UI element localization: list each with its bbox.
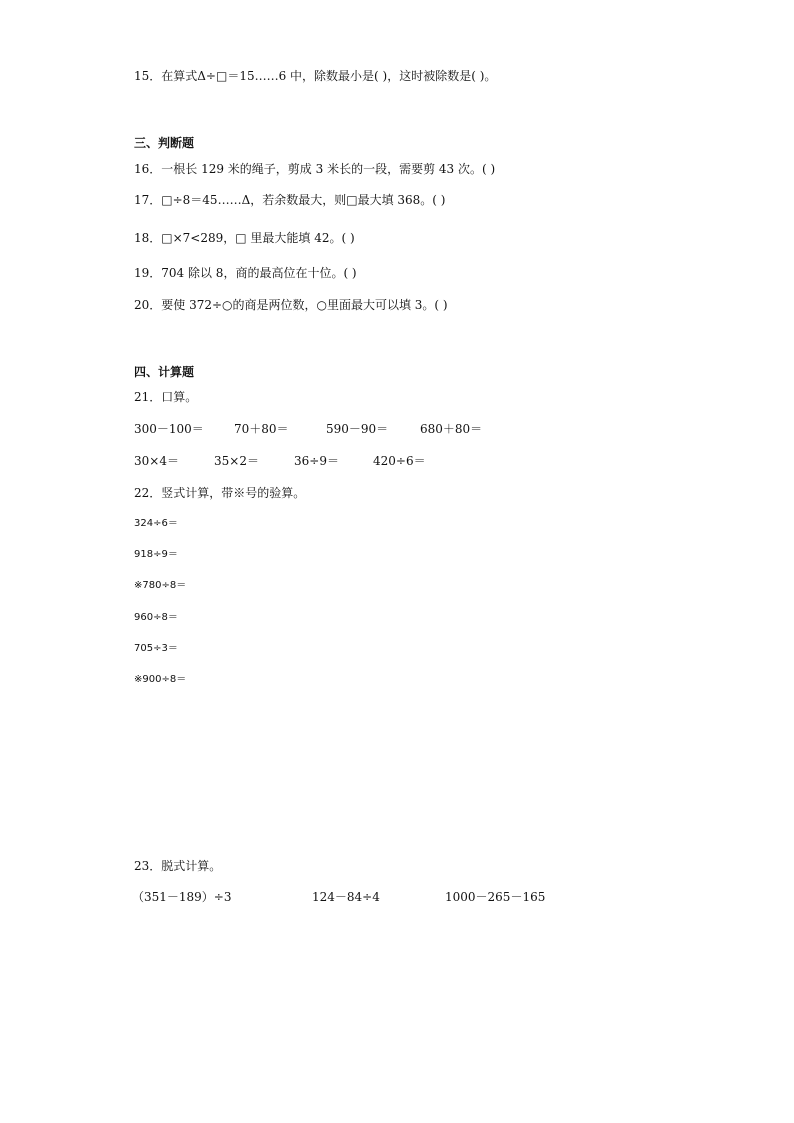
question-18: 18．□×7<289，□ 里最大能填 42。( ) (134, 231, 355, 245)
stepwise-item: 124－84÷4 (312, 890, 380, 904)
stepwise-item: 1000－265－165 (445, 890, 546, 904)
question-23: 23．脱式计算。 (134, 859, 222, 873)
vertical-item: 705÷3＝ (134, 643, 178, 654)
oral-item: 35×2＝ (214, 454, 259, 468)
section-heading-calculation: 四、计算题 (134, 365, 195, 379)
section-heading-judgment: 三、判断题 (134, 136, 195, 150)
oral-item: 30×4＝ (134, 454, 179, 468)
vertical-item: ※900÷8＝ (134, 674, 187, 685)
vertical-item: ※780÷8＝ (134, 580, 187, 591)
oral-item: 36÷9＝ (294, 454, 339, 468)
question-20: 20．要使 372÷○的商是两位数，○里面最大可以填 3。( ) (134, 298, 448, 312)
vertical-item: 918÷9＝ (134, 549, 178, 560)
oral-item: 680＋80＝ (420, 422, 483, 436)
oral-item: 70＋80＝ (234, 422, 289, 436)
oral-item: 590－90＝ (326, 422, 389, 436)
question-17: 17．□÷8＝45……Δ，若余数最大，则□最大填 368。( ) (134, 193, 446, 207)
stepwise-item: （351－189）÷3 (132, 890, 232, 904)
vertical-item: 960÷8＝ (134, 612, 178, 623)
oral-item: 300－100＝ (134, 422, 204, 436)
question-15: 15．在算式Δ÷□＝15……6 中，除数最小是( )，这时被除数是( )。 (134, 69, 497, 83)
vertical-item: 324÷6＝ (134, 518, 178, 529)
oral-item: 420÷6＝ (373, 454, 426, 468)
question-22: 22．竖式计算，带※号的验算。 (134, 486, 306, 500)
question-16: 16．一根长 129 米的绳子，剪成 3 米长的一段，需要剪 43 次。( ) (134, 162, 496, 176)
question-21: 21．口算。 (134, 390, 198, 404)
question-19: 19．704 除以 8，商的最高位在十位。( ) (134, 266, 357, 280)
